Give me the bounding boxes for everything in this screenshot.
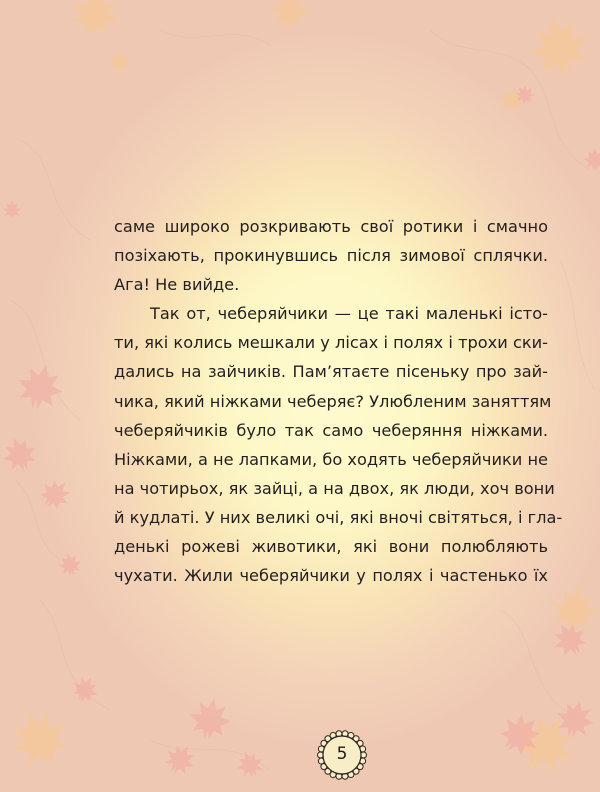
text-line: дались на зайчиків. Пам’ятаєте пісеньку про зай- — [114, 362, 548, 382]
text-line: Ніжками, а не лапками, бо ходять чеберяйчики не — [114, 449, 548, 469]
text-line: на чотирьох, як зайці, а на двох, як люди, хоч вони — [114, 478, 555, 498]
text-line: денькі рожеві животики, які вони полюбляють — [114, 537, 548, 557]
body-text — [114, 212, 563, 590]
text-line: й кудлаті. У них великі очі, які вночі світяться, і гла- — [114, 507, 563, 527]
text-line: Так от, чеберяйчики — це такі маленькі істо- — [150, 304, 548, 324]
page-number-badge — [314, 727, 370, 783]
text-line: чухати. Жили чеберяйчики у полях і частенько їх — [114, 566, 548, 586]
text-line: чика, який ніжками чеберяє? Улюбленим заняттям — [114, 391, 552, 411]
text-line: ти, які колись мешкали у лісах і полях і трохи ски- — [114, 333, 548, 353]
page-number: 5 — [336, 744, 348, 764]
text-line: позіхають, прокинувшись після зимової сплячки. — [114, 246, 548, 266]
text-line: чеберяйчиків було так само чеберяння ніжками. — [114, 420, 548, 440]
text-line: Ага! Не вийде. — [114, 275, 240, 295]
text-line: саме широко розкривають свої ротики і смачно — [114, 217, 548, 236]
